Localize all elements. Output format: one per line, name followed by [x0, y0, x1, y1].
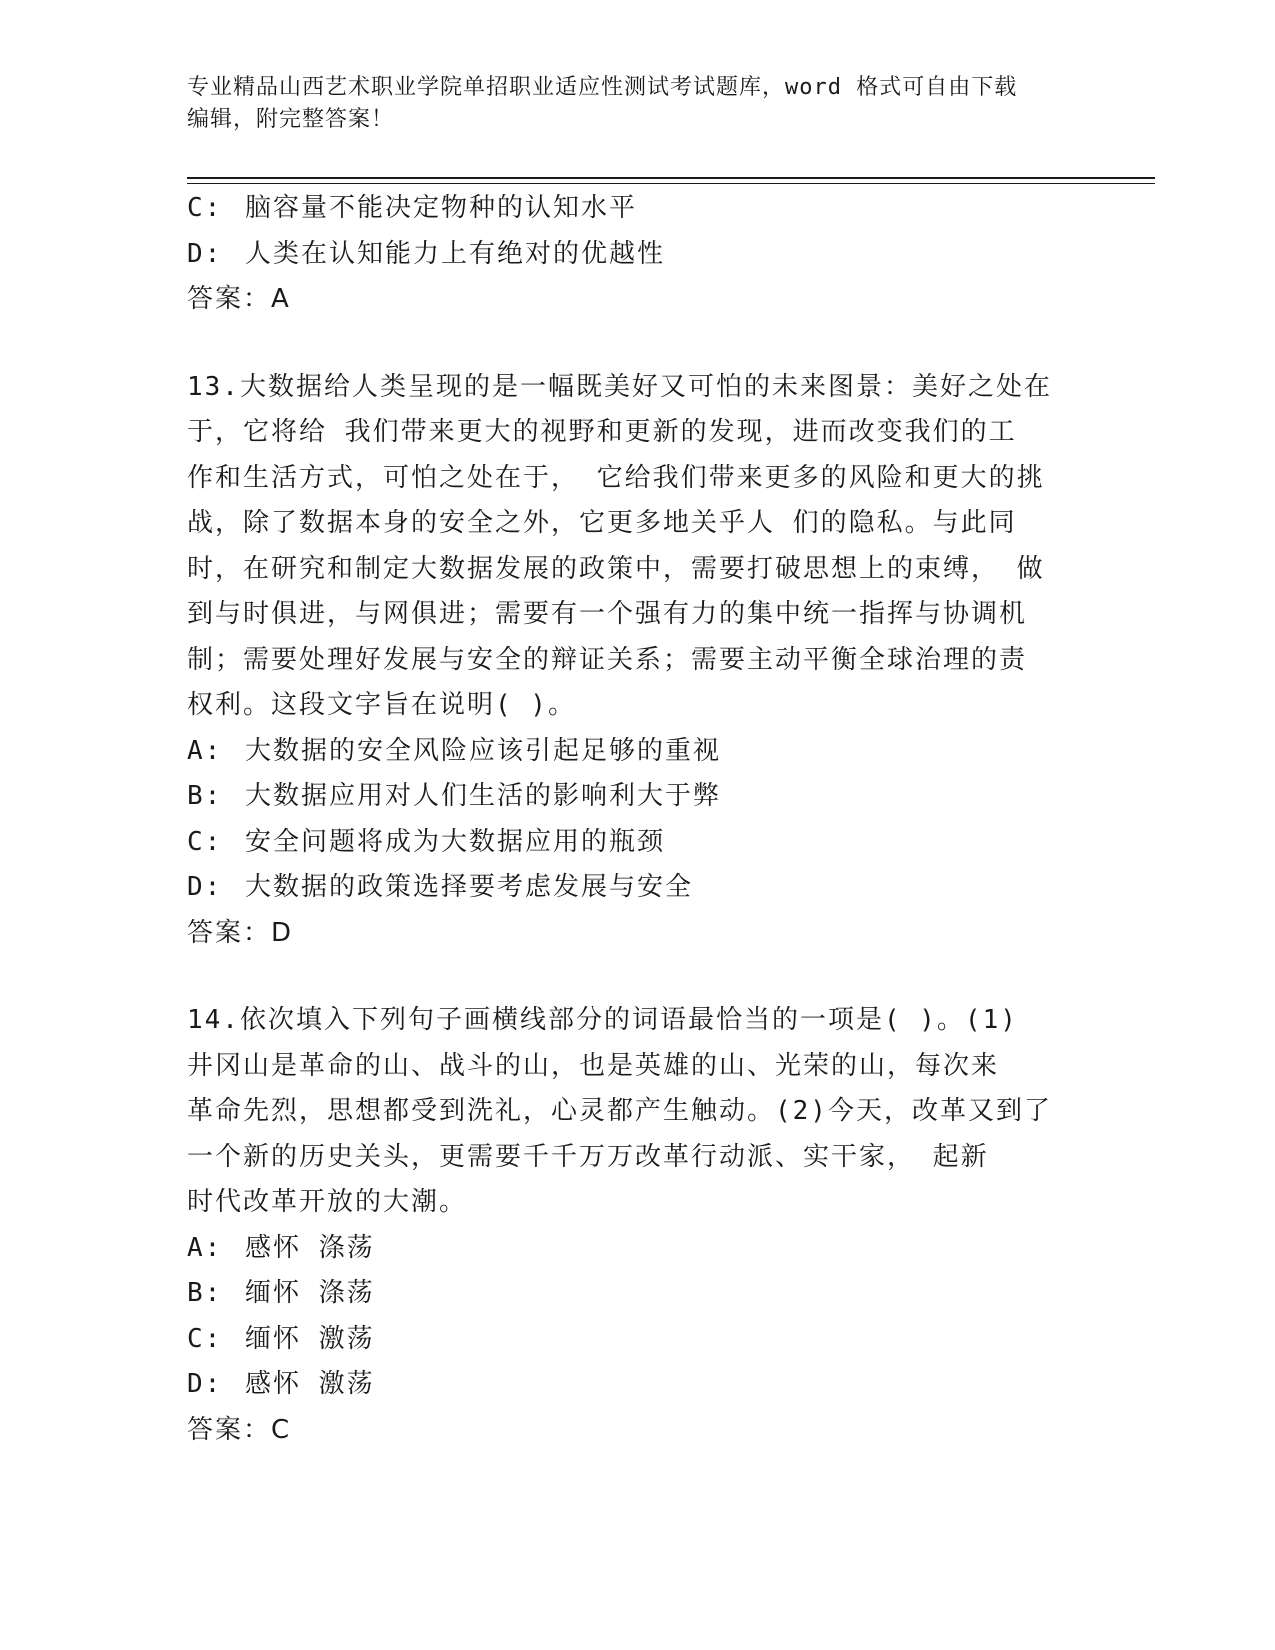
option-text: 感怀 涤荡 — [245, 1232, 375, 1263]
spacer — [187, 323, 1087, 365]
option-key: D: — [187, 872, 223, 902]
option-text: 人类在认知能力上有绝对的优越性 — [245, 238, 666, 269]
question-line: 14.依次填入下列句子画横线部分的词语最恰当的一项是( )。(1) — [187, 1005, 1018, 1035]
question-line: 革命先烈，思想都受到洗礼，心灵都产生触动。(2)今天，改革又到了 — [187, 1096, 1052, 1126]
question-line: 井冈山是革命的山、战斗的山，也是英雄的山、光荣的山，每次来 — [187, 1050, 1000, 1081]
option-text: 大数据应用对人们生活的影响利大于弊 — [245, 781, 722, 811]
option-d — [187, 865, 1087, 911]
question-line: 制；需要处理好发展与安全的辩证关系；需要主动平衡全球治理的责 — [187, 644, 1028, 675]
question-13-text — [187, 365, 1087, 729]
question-14-text — [187, 998, 1087, 1226]
header-divider-thin — [187, 183, 1155, 184]
option-key: A: — [187, 1232, 223, 1263]
document-header — [187, 72, 1067, 136]
option-text: 大数据的政策选择要考虑发展与安全 — [245, 872, 694, 902]
option-c — [187, 820, 1087, 866]
option-key: D: — [187, 238, 223, 269]
question-line: 13.大数据给人类呈现的是一幅既美好又可怕的未来图景：美好之处在 — [187, 371, 1052, 402]
prev-question — [187, 186, 1087, 323]
option-text: 安全问题将成为大数据应用的瓶颈 — [245, 826, 666, 857]
option-text: 感怀 激荡 — [245, 1369, 375, 1399]
question-line: 于，它将给 我们带来更大的视野和更新的发现，进而改变我们的工 — [187, 417, 1017, 447]
option-key: C: — [187, 193, 223, 223]
question-line: 时，在研究和制定大数据发展的政策中，需要打破思想上的束缚， 做 — [187, 553, 1045, 584]
option-b — [187, 1271, 1087, 1317]
question-line: 作和生活方式，可怕之处在于， 它给我们带来更多的风险和更大的挑 — [187, 462, 1045, 493]
option-a — [187, 729, 1087, 775]
option-key: B: — [187, 781, 223, 811]
header-line-1: 专业精品山西艺术职业学院单招职业适应性测试考试题库，word 格式可自由下载 — [187, 75, 1018, 100]
option-key: A: — [187, 735, 223, 766]
question-line: 一个新的历史关头，更需要千千万万改革行动派、实干家， 起新 — [187, 1141, 989, 1172]
option-text: 缅怀 激荡 — [245, 1323, 375, 1354]
option-a — [187, 1226, 1087, 1272]
option-c — [187, 1317, 1087, 1363]
option-text: 脑容量不能决定物种的认知水平 — [245, 193, 638, 223]
option-key: B: — [187, 1278, 223, 1308]
question-line: 时代改革开放的大潮。 — [187, 1187, 468, 1217]
option-key: C: — [187, 1323, 223, 1354]
option-text: 大数据的安全风险应该引起足够的重视 — [245, 735, 722, 766]
option-d — [187, 232, 1087, 278]
question-line: 权利。这段文字旨在说明( )。 — [187, 690, 576, 720]
question-line: 到与时俱进，与网俱进；需要有一个强有力的集中统一指挥与协调机 — [187, 599, 1028, 629]
answer-line: 答案：A — [187, 284, 291, 314]
question-13 — [187, 365, 1087, 957]
option-c — [187, 186, 1087, 232]
spacer — [187, 956, 1087, 998]
answer-line: 答案：D — [187, 917, 294, 948]
answer-line: 答案：C — [187, 1414, 292, 1445]
document-body — [187, 186, 1087, 1453]
header-line-2: 编辑，附完整答案！ — [187, 107, 395, 132]
option-key: C: — [187, 826, 223, 857]
option-d — [187, 1362, 1087, 1408]
option-text: 缅怀 涤荡 — [245, 1278, 375, 1308]
option-key: D: — [187, 1369, 223, 1399]
question-line: 战，除了数据本身的安全之外，它更多地关乎人 们的隐私。与此同 — [187, 508, 1017, 538]
option-b — [187, 774, 1087, 820]
header-divider-thick — [187, 177, 1155, 179]
question-14 — [187, 998, 1087, 1453]
